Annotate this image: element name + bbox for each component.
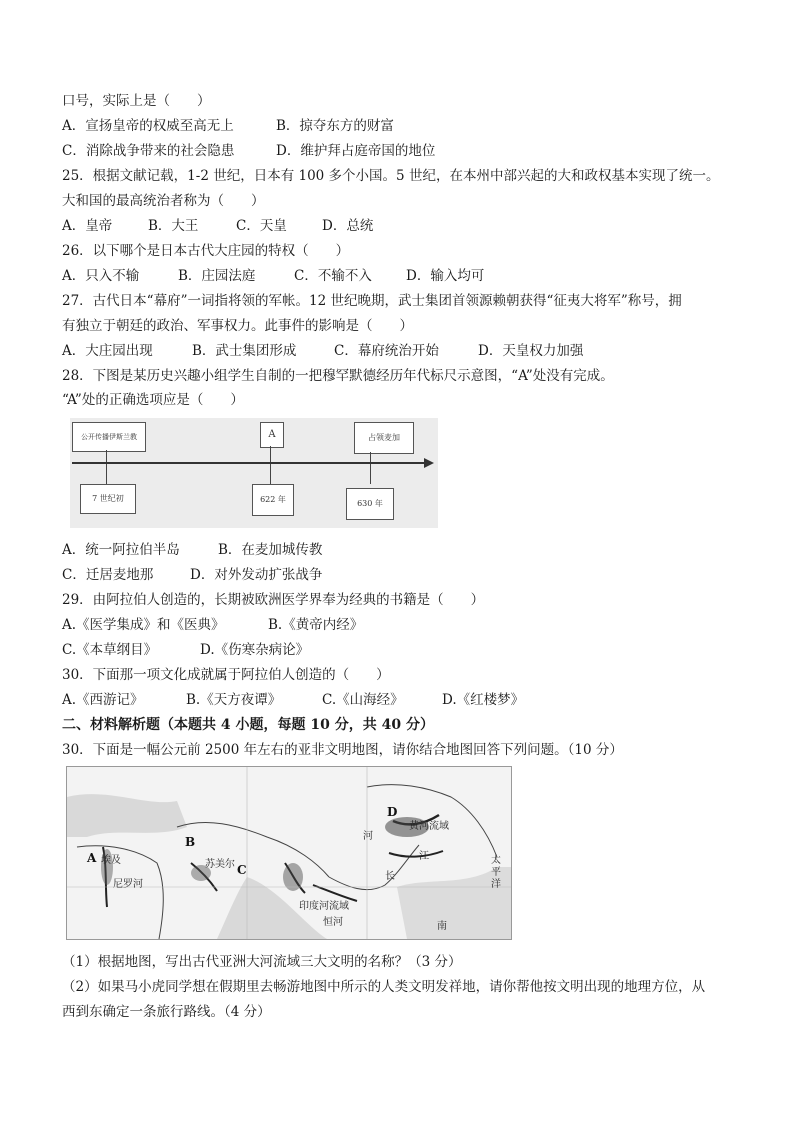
question-24-stem-end: 口号，实际上是（ ） bbox=[62, 93, 211, 109]
map-label-sumer: 苏美尔 bbox=[205, 859, 235, 870]
afro-asian-civilizations-map bbox=[66, 766, 512, 940]
map-label-river: 河 bbox=[363, 831, 373, 842]
q26-option-a: A．只入不输 bbox=[62, 268, 140, 284]
timeline-year-3: 630 年 bbox=[346, 488, 394, 520]
q26-stem: 26．以下哪个是日本古代大庄园的特权（ ） bbox=[62, 243, 350, 259]
material-question-30-stem: 30．下面是一幅公元前 2500 年左右的亚非文明地图，请你结合地图回答下列问题。（10 分） bbox=[62, 742, 623, 758]
q29-option-b: B.《黄帝内经》 bbox=[268, 617, 364, 633]
q24-option-c: C．消除战争带来的社会隐患 bbox=[62, 143, 235, 159]
section-2-heading: 二、材料解析题（本题共 4 小题，每题 10 分，共 40 分） bbox=[62, 717, 434, 733]
timeline-arrow-icon bbox=[424, 458, 434, 468]
timeline-connector-1 bbox=[106, 450, 107, 484]
map-label-chang: 长 bbox=[385, 871, 395, 882]
map-label-ganges: 恒河 bbox=[323, 917, 343, 928]
q29-option-d: D.《伤寒杂病论》 bbox=[200, 642, 310, 658]
timeline-event-box-3: 占领麦加 bbox=[354, 422, 414, 454]
q25-option-b: B．大王 bbox=[148, 218, 199, 234]
q30-option-a: A.《西游记》 bbox=[62, 692, 144, 708]
q25-stem-line2: 大和国的最高统治者称为（ ） bbox=[62, 193, 265, 209]
map-label-c: C bbox=[237, 863, 247, 877]
muhammad-timeline-figure bbox=[70, 418, 438, 528]
q28-option-a: A．统一阿拉伯半岛 bbox=[62, 542, 180, 558]
timeline-connector-3 bbox=[370, 452, 371, 484]
q24-option-a: A．宣扬皇帝的权威至高无上 bbox=[62, 118, 234, 134]
map-label-nile: 尼罗河 bbox=[113, 879, 143, 890]
timeline-year-2: 622 年 bbox=[252, 484, 294, 516]
q26-option-c: C．不输不入 bbox=[294, 268, 372, 284]
q25-option-d: D．总统 bbox=[322, 218, 374, 234]
q24-option-d: D．维护拜占庭帝国的地位 bbox=[276, 143, 436, 159]
q29-stem: 29．由阿拉伯人创造的，长期被欧洲医学界奉为经典的书籍是（ ） bbox=[62, 592, 485, 608]
q26-option-d: D．输入均可 bbox=[406, 268, 485, 284]
map-label-jiang: 江 bbox=[419, 851, 429, 862]
q27-option-b: B．武士集团形成 bbox=[192, 343, 297, 359]
sub-question-2-line2: 西到东确定一条旅行路线。（4 分） bbox=[62, 1004, 271, 1020]
map-label-egypt: 埃及 bbox=[101, 855, 121, 866]
map-label-south-sea: 南 bbox=[437, 921, 447, 932]
q28-option-c: C．迁居麦地那 bbox=[62, 567, 154, 583]
q25-option-c: C．天皇 bbox=[236, 218, 287, 234]
q27-stem-line1: 27．古代日本“幕府”一词指将领的军帐。12 世纪晚期，武士集团首领源赖朝获得“征夷大将军”称号，拥 bbox=[62, 293, 682, 309]
timeline-event-box-1: 公开传播伊斯兰教 bbox=[72, 422, 146, 452]
q27-option-c: C．幕府统治开始 bbox=[334, 343, 439, 359]
q25-stem-line1: 25．根据文献记载，1-2 世纪，日本有 100 多个小国。5 世纪，在本州中部兴起的大和政权基本实现了统一。 bbox=[62, 168, 720, 184]
sub-question-1: （1）根据地图，写出古代亚洲大河流域三大文明的名称？（3 分） bbox=[62, 954, 462, 970]
map-drawing bbox=[67, 767, 511, 939]
q29-option-a: A.《医学集成》和《医典》 bbox=[62, 617, 225, 633]
q30-option-b: B.《天方夜谭》 bbox=[186, 692, 282, 708]
q28-option-d: D．对外发动扩张战争 bbox=[190, 567, 323, 583]
q29-option-c: C.《本草纲目》 bbox=[62, 642, 158, 658]
q27-option-a: A．大庄园出现 bbox=[62, 343, 153, 359]
q24-option-b: B．掠夺东方的财富 bbox=[276, 118, 394, 134]
q27-option-d: D．天皇权力加强 bbox=[478, 343, 584, 359]
q28-stem-line2: “A”处的正确选项应是（ ） bbox=[62, 392, 244, 408]
q25-option-a: A．皇帝 bbox=[62, 218, 113, 234]
map-label-indus: 印度河流域 bbox=[299, 901, 349, 912]
q28-option-b: B．在麦加城传教 bbox=[218, 542, 323, 558]
q30-stem: 30．下面那一项文化成就属于阿拉伯人创造的（ ） bbox=[62, 667, 390, 683]
timeline-event-box-a: A bbox=[260, 422, 284, 448]
sub-question-2-line1: （2）如果马小虎同学想在假期里去畅游地图中所示的人类文明发祥地，请你帮他按文明出现的地理方位，从 bbox=[62, 979, 706, 995]
q26-option-b: B．庄园法庭 bbox=[178, 268, 256, 284]
timeline-year-1: 7 世纪初 bbox=[80, 484, 136, 514]
timeline-connector-2 bbox=[270, 446, 271, 484]
q30-option-c: C.《山海经》 bbox=[322, 692, 404, 708]
timeline-axis bbox=[72, 462, 426, 464]
q28-stem-line1: 28．下图是某历史兴趣小组学生自制的一把穆罕默德经历年代标尺示意图，“A”处没有完成。 bbox=[62, 368, 614, 384]
q27-stem-line2: 有独立于朝廷的政治、军事权力。此事件的影响是（ ） bbox=[62, 318, 413, 334]
map-label-huanghe: 黄河流域 bbox=[409, 821, 449, 832]
map-label-d: D bbox=[387, 805, 398, 819]
map-label-b: B bbox=[185, 835, 196, 849]
map-label-pacific: 太平洋 bbox=[491, 855, 501, 890]
q30-option-d: D.《红楼梦》 bbox=[442, 692, 525, 708]
map-label-a: A bbox=[87, 851, 97, 865]
